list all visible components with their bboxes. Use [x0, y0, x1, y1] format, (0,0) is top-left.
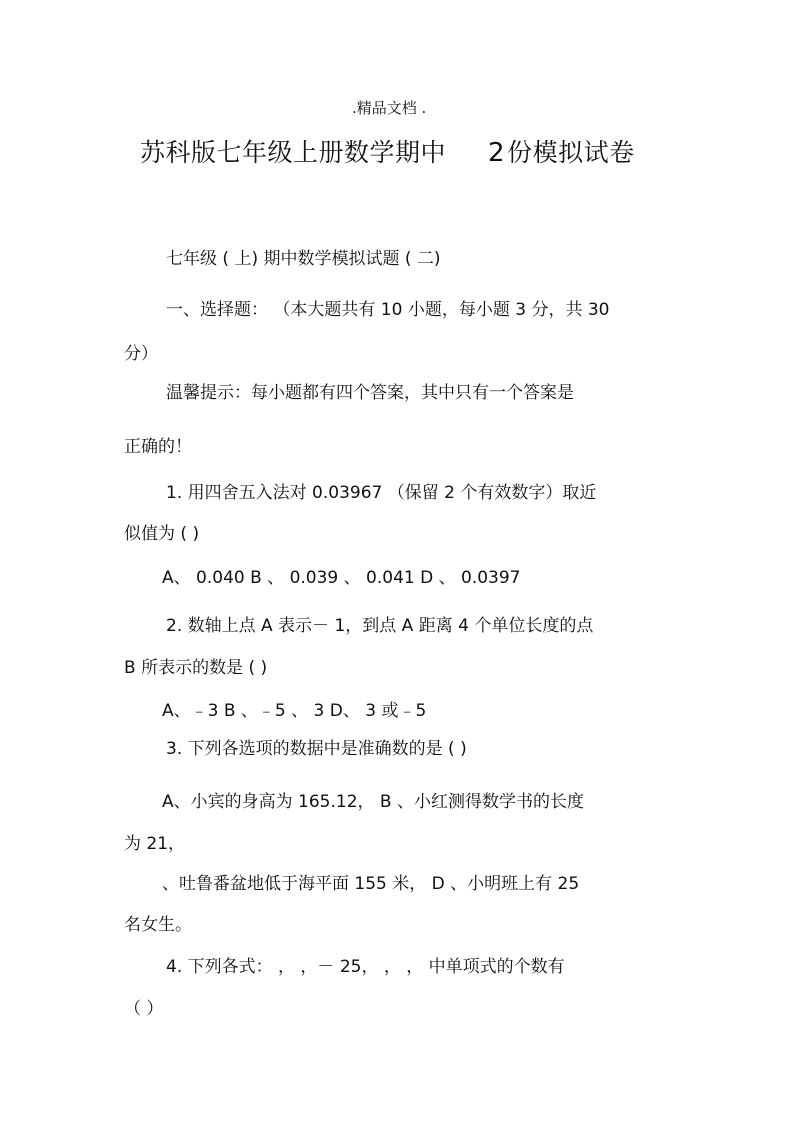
question-2-options: A、﹣3 B 、﹣5 、 3 D、 3 或﹣5: [162, 701, 427, 721]
question-3-option-d-cont: 名女生。: [124, 915, 192, 935]
tip-line1: 温馨提示：每小题都有四个答案，其中只有一个答案是: [166, 383, 574, 403]
question-3-option-cd: 、吐鲁番盆地低于海平面 155 米， D 、小明班上有 25: [162, 874, 580, 894]
question-4-stem-cont: （ ）: [124, 999, 164, 1019]
question-3-option-ab: A、小宾的身高为 165.12， B 、小红测得数学书的长度: [162, 792, 584, 812]
exam-subtitle: 七年级 ( 上) 期中数学模拟试题 ( 二): [166, 249, 441, 269]
title-part2: 份模拟试卷: [507, 138, 635, 167]
section1-heading: 一、选择题： （本大题共有 10 小题，每小题 3 分，共 30: [166, 300, 610, 320]
header-mark: .精品文档 .: [352, 99, 427, 117]
question-3-stem: 3. 下列各选项的数据中是准确数的是 ( ): [166, 739, 467, 759]
question-2-stem: 2. 数轴上点 A 表示－ 1，到点 A 距离 4 个单位长度的点: [166, 616, 594, 636]
title-number: 2: [488, 138, 506, 168]
question-1-stem-cont: 似值为 ( ): [124, 524, 200, 544]
section1-heading-cont: 分）: [124, 344, 158, 364]
title-part1: 苏科版七年级上册数学期中: [140, 138, 447, 167]
question-2-stem-cont: B 所表示的数是 ( ): [124, 658, 268, 678]
question-4-stem: 4. 下列各式： ， ，－ 25， ， ， 中单项式的个数有: [166, 957, 565, 977]
question-1-options: A、 0.040 B 、 0.039 、 0.041 D 、 0.0397: [162, 568, 521, 588]
document-title: [140, 136, 635, 170]
question-1-stem: 1. 用四舍五入法对 0.03967 （保留 2 个有效数字）取近: [166, 483, 597, 503]
tip-line2: 正确的！: [124, 437, 192, 457]
question-3-option-b-cont: 为 21，: [124, 834, 186, 854]
